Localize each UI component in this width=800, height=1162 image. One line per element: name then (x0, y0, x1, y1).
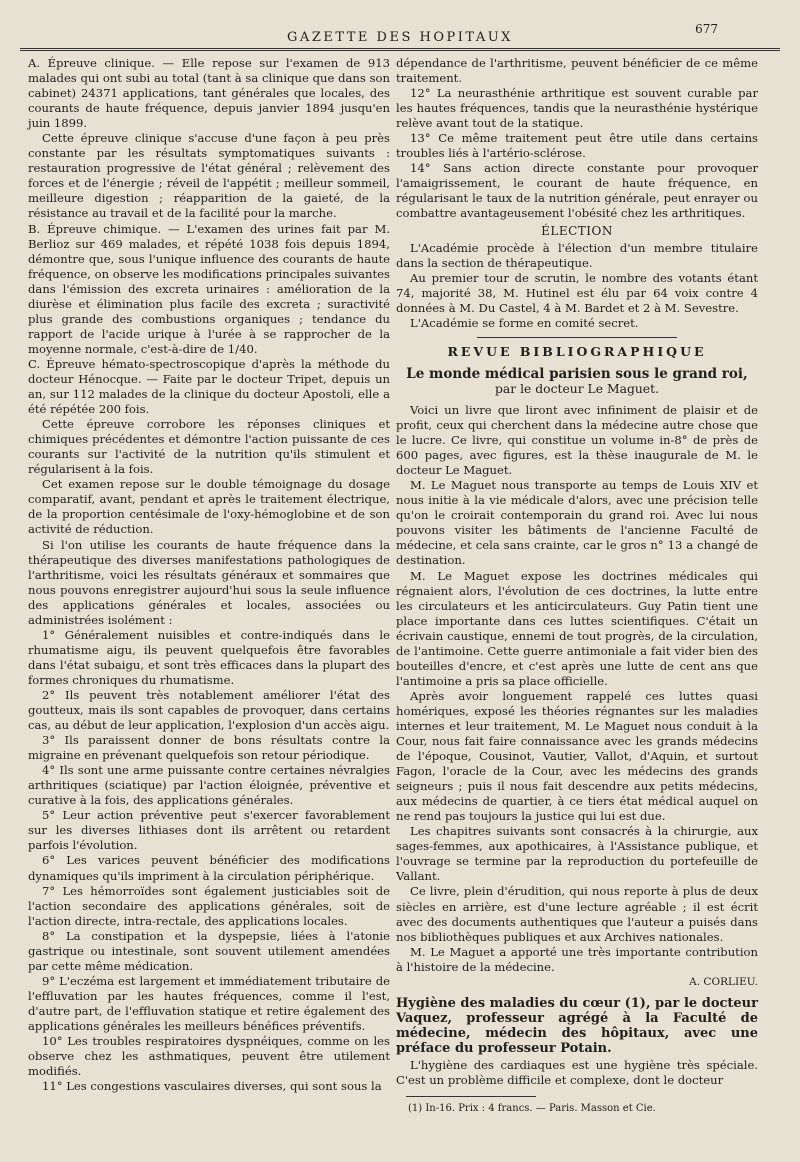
paragraph: Si l'on utilise les courants de haute fréquence dans la thérapeutique des diverses manifestations pathologiques de l'arthritisme, voici les résultats généraux et sommaires que nous pouvons enregistrer aujourd'hui sous la seule influence des applications générales et locales, associées ou administrées isolément : (28, 537, 390, 627)
paragraph: M. Le Maguet expose les doctrines médicales qui régnaient alors, l'évolution de ces doctrines, la lutte entre les circulateurs et les anticirculateurs. Guy Patin tient une place importante dans ces luttes scientifiques. C'était un écrivain caustique, ennemi de tout progrès, de la circulation, de l'antimoine. Cette guerre antimoniale a fait vider bien des bouteilles d'encre, et c'est après une lutte de cent ans que l'antimoine a pris sa place officielle. (396, 568, 758, 688)
right-column (396, 56, 758, 1116)
list-item: 13° Ce même traitement peut être utile dans certains troubles liés à l'artério-sclérose. (396, 131, 758, 161)
page-number: 677 (695, 22, 718, 36)
footnote-rule (406, 1096, 536, 1097)
journal-title: GAZETTE DES HOPITAUX (287, 30, 513, 45)
list-item: 8° La constipation et la dyspepsie, liées à l'atonie gastrique ou intestinale, sont souvent utilement amendées par cette même médication. (28, 928, 390, 973)
list-item: 6° Les varices peuvent bénéficier des modifications dynamiques qu'ils impriment à la circulation périphérique. (28, 853, 390, 883)
list-item: 7° Les hémorroïdes sont également justiciables soit de l'action secondaire des applications générales, soit de l'action directe, intra-rectale, des applications locales. (28, 883, 390, 928)
paragraph: L'Académie se forme en comité secret. (410, 315, 639, 330)
paragraph: Cet examen repose sur le double témoignage du dosage comparatif, avant, pendant et après le traitement électrique, de la proportion centésimale de l'oxy-hémoglobine et de son activité de réduction. (28, 477, 390, 537)
paragraph: Les chapitres suivants sont consacrés à la chirurgie, aux sages-femmes, aux apothicaires, à l'Assistance publique, et l'ouvrage se termine par la reproduction du portefeuille de Vallant. (396, 824, 758, 884)
paragraph: Voici un livre que liront avec infiniment de plaisir et de profit, ceux qui cherchent dans la médecine autre chose que le lucre. Ce livre, qui constitue un volume in-8° de près de 600 pages, avec figures, est la thèse inaugurale de M. le docteur Le Maguet. (396, 402, 758, 478)
book-title: Le monde médical parisien sous le grand roi, (406, 365, 748, 382)
book-author: par le docteur Le Maguet. (494, 381, 659, 396)
review-signature: A. CORLIEU. (689, 975, 758, 988)
list-item: 12° La neurasthénie arthritique est souvent curable par les hautes fréquences, tandis que la neurasthénie hystérique relève avant tout de la statique. (396, 86, 758, 131)
list-item: 2° Ils peuvent très notablement améliorer l'état des goutteux, mais ils sont capables de provoquer, dans certains cas, au début de leur application, l'explosion d'un accès aigu. (28, 687, 390, 733)
election-heading: ÉLECTION (541, 223, 613, 238)
list-item: 5° Leur action préventive peut s'exercer favorablement sur les diverses lithiases dont ils arrêtent ou retardent parfois l'évolution. (28, 808, 390, 853)
paragraph: Cette épreuve corrobore les réponses cliniques et chimiques précédentes et démontre l'action puissante de ces courants sur l'activité de la nutrition qu'ils stimulent et régularisent à la fois. (28, 417, 390, 477)
paragraph: L'hygiène des cardiaques est une hygiène très spéciale. C'est un problème difficile et complexe, dont le docteur (396, 1058, 758, 1088)
paragraph: M. Le Maguet a apporté une très importante contribution à l'histoire de la médecine. (396, 944, 758, 974)
list-item: 11° Les congestions vasculaires diverses, qui sont sous la (42, 1079, 382, 1094)
paragraph: Cette épreuve clinique s'accuse d'une façon à peu près constante par les résultats symptomatiques suivants : restauration progressive de l'état général ; relèvement des forces et de l'énergie ; réveil de l'appétit ; meilleur sommeil, meilleure digestion ; réapparition de la gaieté, de la résistance au travail et de la facilité pour la marche. (28, 131, 390, 221)
list-item: 10° Les troubles respiratoires dyspnéiques, comme on les observe chez les asthmatiques, peuvent être utilement modifiés. (28, 1034, 390, 1079)
section-divider (477, 337, 677, 338)
paragraph: A. Épreuve clinique. — Elle repose sur l'examen de 913 malades qui ont subi au total (tant à sa clinique que dans son cabinet) 24371 applications, tant générales que locales, des courants de haute fréquence, depuis janvier 1894 jusqu'en juin 1899. (28, 56, 390, 131)
list-item: 4° Ils sont une arme puissante contre certaines névralgies arthritiques (sciatique) par l'action éloignée, préventive et curative à la fois, des applications générales. (28, 763, 390, 808)
paragraph: Au premier tour de scrutin, le nombre des votants étant 74, majorité 38, M. Hutinel est élu par 64 voix contre 4 données à M. Du Castel, 4 à M. Bardet et 2 à M. Sevestre. (396, 270, 758, 315)
list-item: 14° Sans action directe constante pour provoquer l'amaigrissement, le courant de haute fréquence, en régularisant le taux de la nutrition générale, peut enrayer ou combattre avantageusement l'obésité chez les arthritiques. (396, 161, 758, 221)
paragraph: B. Épreuve chimique. — L'examen des urines fait par M. Berlioz sur 469 malades, et répété 1038 fois depuis 1894, démontre que, sous l'unique influence des courants de haute fréquence, on observe les modifications principales suivantes dans l'émission des excreta urinaires : amélioration de la diurèse et élimination plus facile des excreta ; suractivité plus grande des combustions organiques ; tendance du rapport de l'acide urique à l'urée à se rapprocher de la moyenne normale, c'est-à-dire de 1/40. (28, 221, 390, 356)
revue-heading: REVUE BIBLIOGRAPHIQUE (447, 343, 707, 359)
book-title: Hygiène des maladies du cœur (1), par le docteur Vaquez, professeur agrégé à la Faculté de médecine, médecin des hôpitaux, avec une préface du professeur Potain. (396, 995, 758, 1056)
paragraph: C. Épreuve hémato-spectroscopique d'après la méthode du docteur Hénocque. — Faite par le docteur Tripet, depuis un an, sur 112 malades de la clinique du docteur Apostoli, elle a été répétée 200 fois. (28, 356, 390, 417)
list-item: 9° L'eczéma est largement et immédiatement tributaire de l'effluvation par les hautes fréquences, comme il l'est, d'autre part, de l'effluvation statique et retire également des applications générales les meilleurs bénéfices préventifs. (28, 973, 390, 1033)
paragraph: dépendance de l'arthritisme, peuvent bénéficier de ce même traitement. (396, 56, 758, 86)
paragraph: L'Académie procède à l'élection d'un membre titulaire dans la section de thérapeutique. (396, 240, 758, 270)
footnote: (1) In-16. Prix : 4 francs. — Paris. Masson et Cie. (408, 1103, 656, 1115)
paragraph: Ce livre, plein d'érudition, qui nous reporte à plus de deux siècles en arrière, est d'une lecture agréable ; il est écrit avec des documents authentiques que l'auteur a puisés dans nos bibliothèques publiques et aux Archives nationales. (396, 884, 758, 944)
left-column (28, 56, 390, 1094)
paragraph: Après avoir longuement rappelé ces luttes quasi homériques, exposé les théories régnantes sur les maladies internes et leur traitement, M. Le Maguet nous conduit à la Cour, nous fait faire connaissance avec les grands médecins de l'époque, Cousinot, Vautier, Vallot, d'Aquin, et surtout Fagon, l'oracle de la Cour, avec les médecins des grands seigneurs ; puis il nous fait descendre aux petits médecins, aux médecins de quartier, à ce tiers état médical auquel on ne rend pas toujours la justice qui lui est due. (396, 688, 758, 824)
list-item: 1° Généralement nuisibles et contre-indiqués dans le rhumatisme aigu, ils peuvent quelquefois être favorables dans l'état subaigu, et sont très efficaces dans la plupart des formes chroniques du rhumatisme. (28, 627, 390, 687)
list-item: 3° Ils paraissent donner de bons résultats contre la migraine en prévenant quelquefois son retour périodique. (28, 733, 390, 763)
paragraph: M. Le Maguet nous transporte au temps de Louis XIV et nous initie à la vie médicale d'alors, avec une précision telle qu'on le croirait contemporain du grand roi. Avec lui nous pouvons visiter les bâtiments de l'ancienne Faculté de médecine, et cela sans crainte, car le gros n° 13 a changé de destination. (396, 478, 758, 568)
page-header (20, 14, 780, 51)
